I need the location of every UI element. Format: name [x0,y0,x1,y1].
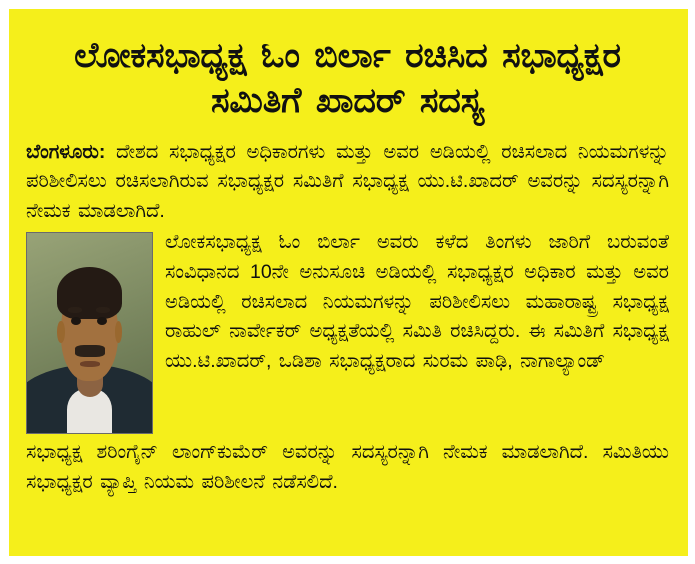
article-content [16,14,679,498]
photo-ear-right [115,321,123,343]
paper-edge-top [0,0,695,9]
photo-brow-right [96,307,110,313]
photo-mouth [80,361,100,367]
portrait-photo [26,232,153,434]
paper-edge-bottom [0,556,695,564]
article-lead [26,138,669,227]
article-paragraph-wrapped: ಲೋಕಸಭಾಧ್ಯಕ್ಷ ಓಂ ಬಿರ್ಲಾ ಅವರು ಕಳೆದ ತಿಂಗಳು ಜಾರಿಗೆ ಬರುವಂತೆ ಸಂವಿಧಾನದ 10ನೇ ಅನುಸೂಚಿ ಅಡಿಯಲ್ಲಿ ಸಭಾಧ್ಯಕ್ಷರ ಅಧಿಕಾರ ಮತ್ತು ಅವರ ಅಡಿಯಲ್ಲಿ ರಚಿಸಲಾದ ನಿಯಮಗಳನ್ನು ಪರಿಶೀಲಿಸಲು ಮಹಾರಾಷ್ಟ್ರ ಸಭಾಧ್ಯಕ್ಷ ರಾಹುಲ್ ನಾರ್ವೇಕರ್ ಅಧ್ಯಕ್ಷತೆಯಲ್ಲಿ ಸಮಿತಿ ರಚಿಸಿದ್ದರು. ಈ ಸಮಿತಿಗೆ ಸಭಾಧ್ಯಕ್ಷ ಯು.ಟಿ.ಖಾದರ್, ಒಡಿಶಾ ಸಭಾಧ್ಯಕ್ಷರಾದ ಸುರಮ ಪಾಢಿ, ನಾಗಾಲ್ಯಾಂಡ್ [165,231,669,372]
photo-hair [57,267,122,319]
photo-ear-left [57,321,65,343]
article-headline: ಲೋಕಸಭಾಧ್ಯಕ್ಷ ಓಂ ಬಿರ್ಲಾ ರಚಿಸಿದ ಸಭಾಧ್ಯಕ್ಷರ ಸಮಿತಿಗೆ ಖಾದರ್ ಸದಸ್ಯ [74,36,621,120]
article-paragraph-closing: ಸಭಾಧ್ಯಕ್ಷ ಶರಿಂಗೈನ್ ಲಾಂಗ್‌ಕುಮೆರ್ ಅವರನ್ನು ಸದಸ್ಯರನ್ನಾಗಿ ನೇಮಕ ಮಾಡಲಾಗಿದೆ. ಸಮಿತಿಯು ಸಭಾಧ್ಯಕ್ಷರ ವ್ಯಾಪ್ತಿ ನಿಯಮ ಪರಿಶೀಲನೆ ನಡೆಸಲಿದೆ. [26,441,669,494]
dateline: ಬೆಂಗಳೂರು: [26,140,106,163]
article-body [26,228,669,438]
paper-edge-left [0,0,9,564]
lead-text: ದೇಶದ ಸಭಾಧ್ಯಕ್ಷರ ಅಧಿಕಾರಗಳು ಮತ್ತು ಅವರ ಅಡಿಯಲ್ಲಿ ರಚಿಸಲಾದ ನಿಯಮಗಳನ್ನು ಪರಿಶೀಲಿಸಲು ರಚಿಸಲಾಗಿರುವ ಸಭಾಧ್ಯಕ್ಷರ ಸಮಿತಿಗೆ ಸಭಾಧ್ಯಕ್ಷ ಯು.ಟಿ.ಖಾದರ್ ಅವರನ್ನು ಸದಸ್ಯರನ್ನಾಗಿ ನೇಮಕ ಮಾಡಲಾಗಿದೆ. [26,140,669,222]
photo-moustache [75,345,105,357]
paper-edge-right [688,0,695,564]
